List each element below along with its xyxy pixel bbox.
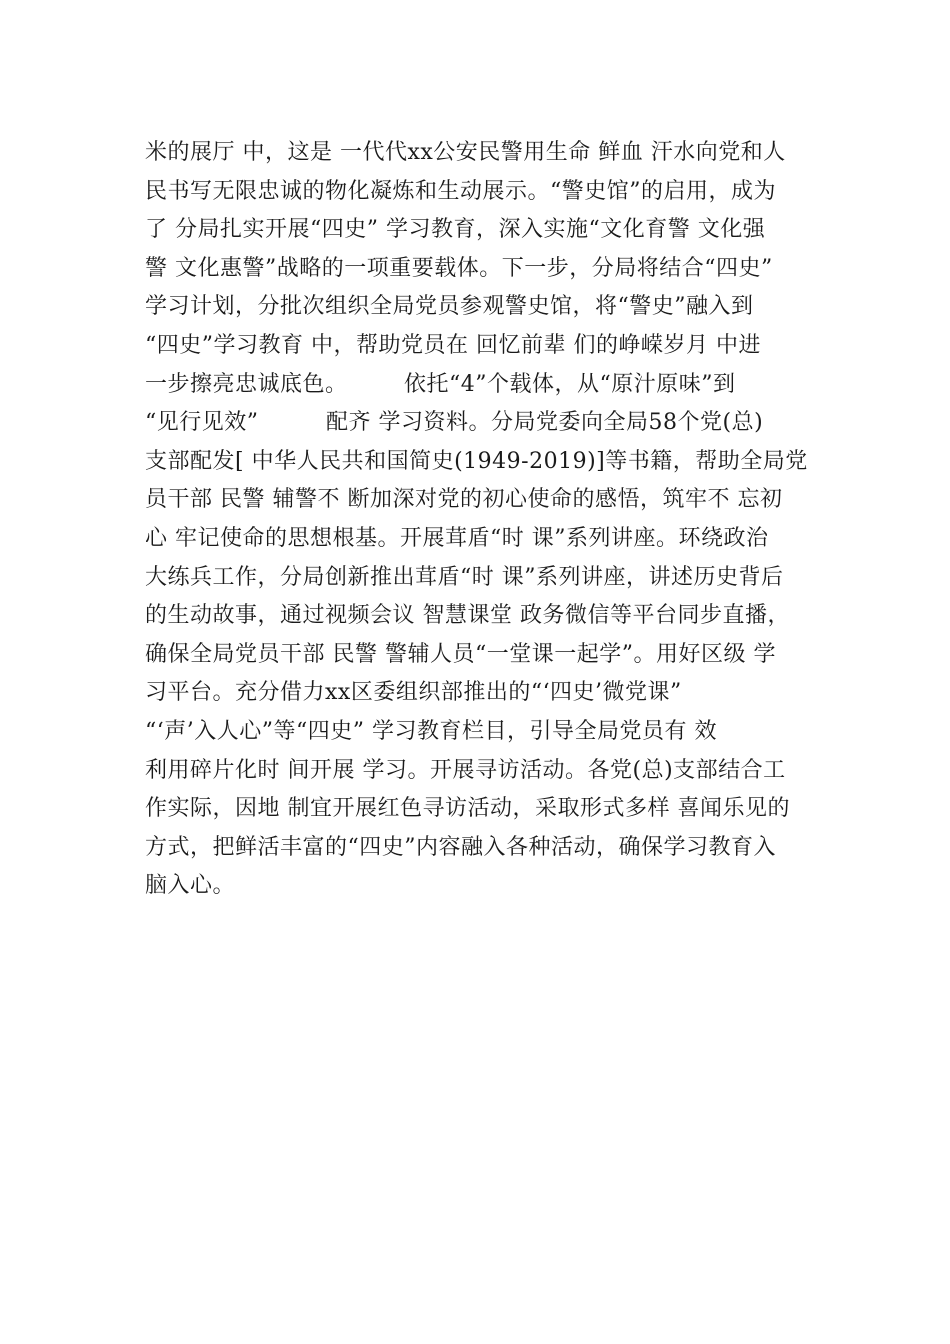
text-line: 作实际，因地 制宜开展红色寻访活动，采取形式多样 喜闻乐见的 (145, 796, 790, 822)
text-line: 习平台。充分借力xx区委组织部推出的“‘四史’微党课” (145, 680, 682, 706)
text-line: 员干部 民警 辅警不 断加深对党的初心使命的感悟，筑牢不 忘初 (145, 487, 783, 513)
text-line: “四史”学习教育 中，帮助党员在 回忆前辈 们的峥嵘岁月 中进 (145, 332, 761, 358)
text-line: 警 文化惠警”战略的一项重要载体。下一步，分局将结合“四史” (145, 255, 773, 281)
text-line: 脑入心。 (145, 873, 236, 899)
text-line: 利用碎片化时 间开展 学习。开展寻访活动。各党(总)支部结合工 (145, 757, 786, 783)
body-text (145, 134, 825, 906)
text-line: 的生动故事，通过视频会议 智慧课堂 政务微信等平台同步直播， (145, 603, 790, 629)
text-line: 方式，把鲜活丰富的“四史”内容融入各种活动，确保学习教育入 (145, 834, 776, 860)
text-line: 支部配发[ 中华人民共和国简史(1949-2019)]等书籍，帮助全局党 (145, 448, 808, 474)
text-line: “见行见效” 配齐 学习资料。分局党委向全局58个党(总) (145, 410, 764, 436)
text-line: 民书写无限忠诚的物化凝炼和生动展示。“警史馆”的启用，成为 (145, 178, 776, 204)
text-line: 一步擦亮忠诚底色。 依托“4”个载体，从“原汁原味”到 (145, 371, 736, 397)
text-line: 大练兵工作，分局创新推出茸盾“时 课”系列讲座，讲述历史背后 (145, 564, 784, 590)
text-line: 了 分局扎实开展“四史” 学习教育，深入实施“文化育警 文化强 (145, 217, 766, 243)
text-line: “‘声’入人心”等“四史” 学习教育栏目，引导全局党员有 效 (145, 718, 717, 744)
text-line: 确保全局党员干部 民警 警辅人员“一堂课一起学”。用好区级 学 (145, 641, 776, 667)
text-line: 心 牢记使命的思想根基。开展茸盾“时 课”系列讲座。环绕政治 (145, 525, 769, 551)
text-line: 米的展厅 中，这是 一代代xx公安民警用生命 鲜血 汗水向党和人 (145, 140, 786, 165)
text-line: 学习计划，分批次组织全局党员参观警史馆，将“警史”融入到 (145, 294, 754, 320)
